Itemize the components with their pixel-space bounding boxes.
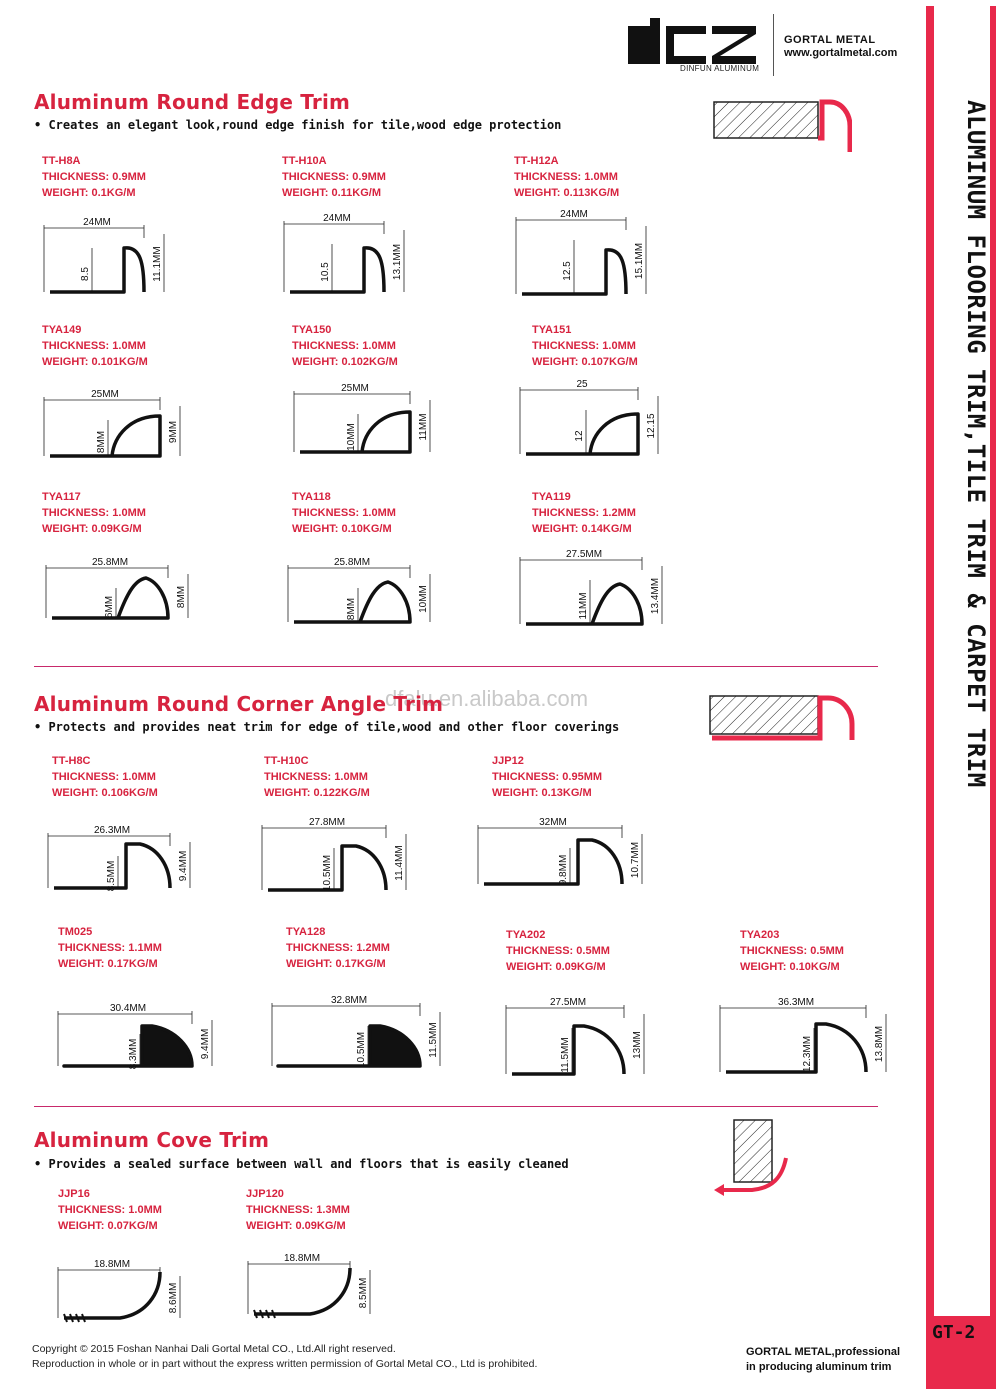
trim-profile — [50, 248, 144, 292]
product-weight: WEIGHT: 0.17KG/M — [286, 958, 386, 970]
outer-height-label: 13.8MM — [874, 1025, 885, 1063]
product-thickness: THICKNESS: 1.2MM — [532, 507, 636, 519]
trim-profile — [484, 840, 622, 884]
product-code: TYA202 — [506, 929, 546, 941]
width-label: 25MM — [91, 389, 119, 400]
width-label: 24MM — [560, 209, 588, 220]
profile-drawing — [286, 378, 444, 462]
width-label: 25MM — [341, 383, 369, 394]
product-weight: WEIGHT: 0.107KG/M — [532, 356, 638, 368]
product-thickness: THICKNESS: 1.1MM — [58, 942, 162, 954]
outer-height-label: 12.15 — [646, 413, 657, 439]
inner-height-label: 8.3MM — [128, 1038, 139, 1070]
profile-drawing — [512, 374, 672, 464]
product-code: TYA128 — [286, 926, 326, 938]
product-specs — [42, 322, 148, 370]
section-separator — [34, 1106, 878, 1107]
corner-angle-illustration — [708, 690, 856, 746]
product-thickness: THICKNESS: 1.0MM — [42, 507, 146, 519]
width-label: 26.3MM — [93, 825, 131, 836]
product-weight: WEIGHT: 0.10KG/M — [740, 961, 840, 973]
width-label: 32MM — [539, 817, 567, 828]
width-label: 27.8MM — [308, 817, 346, 828]
width-label: 32.8MM — [330, 995, 368, 1006]
profile-drawing — [470, 812, 656, 894]
product-weight: WEIGHT: 0.09KG/M — [506, 961, 606, 973]
product-code: TYA151 — [532, 324, 572, 336]
profile-drawing — [36, 384, 194, 466]
product-code: JJP16 — [58, 1188, 90, 1200]
width-label: 25 — [576, 379, 588, 390]
product-code: TYA149 — [42, 324, 82, 336]
inner-height-label: 12 — [574, 430, 585, 442]
logo-subtitle: DINFUN ALUMINUM — [680, 64, 760, 73]
product-weight: WEIGHT: 0.09KG/M — [246, 1220, 346, 1232]
product-thickness: THICKNESS: 0.95MM — [492, 771, 603, 783]
profile-drawing — [512, 544, 676, 634]
profile-drawing — [40, 820, 204, 898]
product-code: TT-H10C — [264, 755, 309, 767]
product-weight: WEIGHT: 0.17KG/M — [58, 958, 158, 970]
product-weight: WEIGHT: 0.10KG/M — [292, 523, 392, 535]
inner-height-label: 11.5MM — [560, 1037, 571, 1073]
product-code: JJP120 — [246, 1188, 284, 1200]
product-thickness: THICKNESS: 1.0MM — [292, 340, 396, 352]
outer-height-label: 8MM — [176, 585, 187, 609]
inner-height-label: 8MM — [346, 597, 357, 621]
width-label: 27.5MM — [565, 549, 603, 560]
product-code: TYA203 — [740, 929, 780, 941]
product-specs — [514, 153, 619, 201]
cove-trim-illustration — [712, 1118, 792, 1202]
inner-height-label: 10.5MM — [356, 1031, 367, 1069]
outer-height-label: 13.1MM — [392, 243, 403, 281]
copyright-text: Copyright © 2015 Foshan Nanhai Dali Gortal Metal CO., Ltd.All right reserved. — [32, 1343, 396, 1355]
width-label: 24MM — [83, 217, 111, 228]
serration — [272, 1310, 275, 1318]
inner-height-label: 8.5MM — [106, 860, 117, 892]
product-thickness: THICKNESS: 1.0MM — [52, 771, 156, 783]
product-specs — [492, 753, 602, 801]
product-weight: WEIGHT: 0.07KG/M — [58, 1220, 158, 1232]
outer-height-label: 15.1MM — [634, 242, 645, 280]
trim-profile — [254, 1268, 350, 1314]
profile-drawing — [240, 1248, 384, 1324]
trim-profile — [290, 248, 384, 292]
serration — [76, 1314, 79, 1322]
outer-height-label: 11MM — [418, 413, 429, 441]
outer-height-label: 9MM — [168, 420, 179, 444]
section-description: • Provides a sealed surface between wall and floors that is easily cleaned — [34, 1157, 569, 1171]
profile-drawing — [50, 998, 226, 1076]
trim-profile — [278, 1026, 420, 1069]
width-label: 27.5MM — [549, 997, 587, 1008]
product-specs — [246, 1186, 350, 1234]
product-thickness: THICKNESS: 1.0MM — [264, 771, 368, 783]
product-thickness: THICKNESS: 1.3MM — [246, 1204, 350, 1216]
width-label: 25.8MM — [333, 557, 371, 568]
width-label: 18.8MM — [283, 1253, 321, 1264]
product-code: TYA118 — [292, 491, 331, 503]
product-weight: WEIGHT: 0.106KG/M — [52, 787, 158, 799]
sidebar-title: ALUMINUM FLOORING TRIM,TILE TRIM & CARPET TRIM — [962, 100, 990, 788]
product-code: TT-H8A — [42, 155, 81, 167]
trim-profile — [64, 1272, 160, 1318]
serration — [260, 1310, 263, 1318]
inner-height-label: 10.5MM — [322, 854, 333, 892]
brand-name: GORTAL METAL — [784, 34, 876, 46]
page-code: GT-2 — [932, 1322, 976, 1343]
product-code: TT-H10A — [282, 155, 327, 167]
round-edge-illustration — [712, 96, 852, 156]
inner-height-label: 12.3MM — [802, 1035, 813, 1073]
product-weight: WEIGHT: 0.09KG/M — [42, 523, 142, 535]
footer-tagline-2: in producing aluminum trim — [746, 1361, 892, 1373]
product-specs — [58, 1186, 162, 1234]
profile-drawing — [508, 204, 660, 304]
product-specs — [282, 153, 386, 201]
product-weight: WEIGHT: 0.14KG/M — [532, 523, 632, 535]
profile-drawing — [36, 212, 178, 302]
outer-height-label: 11.5MM — [428, 1022, 439, 1058]
product-specs — [506, 927, 610, 975]
profile-drawing — [498, 992, 658, 1084]
product-weight: WEIGHT: 0.122KG/M — [264, 787, 370, 799]
footer-tagline-1: GORTAL METAL,professional — [746, 1346, 901, 1358]
section-description: • Creates an elegant look,round edge finish for tile,wood edge protection — [34, 118, 562, 132]
profile-drawing — [50, 1254, 194, 1328]
product-specs — [42, 489, 146, 537]
product-specs — [52, 753, 158, 801]
outer-height-label: 10.7MM — [630, 841, 641, 879]
section-title: Aluminum Round Edge Trim — [34, 90, 351, 114]
outer-height-label: 10MM — [418, 585, 429, 613]
serration — [82, 1314, 85, 1322]
profile-drawing — [280, 552, 444, 632]
product-thickness: THICKNESS: 1.0MM — [42, 340, 146, 352]
product-weight: WEIGHT: 0.11KG/M — [282, 187, 382, 199]
product-thickness: THICKNESS: 1.0MM — [532, 340, 636, 352]
width-label: 18.8MM — [93, 1259, 131, 1270]
product-specs — [286, 924, 390, 972]
outer-height-label: 8.5MM — [358, 1277, 369, 1309]
outer-height-label: 13.4MM — [650, 577, 661, 615]
reproduction-notice: Reproduction in whole or in part without the express written permission of Gortal Metal CO., Ltd is prohibited. — [32, 1358, 538, 1370]
product-thickness: THICKNESS: 1.2MM — [286, 942, 390, 954]
trim-profile — [726, 1024, 866, 1072]
product-specs — [292, 322, 398, 370]
section-title: Aluminum Cove Trim — [34, 1128, 270, 1152]
product-thickness: THICKNESS: 1.0MM — [514, 171, 618, 183]
product-code: TYA119 — [532, 491, 571, 503]
product-specs — [264, 753, 370, 801]
product-specs — [532, 322, 638, 370]
outer-height-label: 9.4MM — [200, 1028, 211, 1060]
product-code: TYA150 — [292, 324, 332, 336]
serration — [70, 1314, 73, 1322]
section-description: • Protects and provides neat trim for edge of tile,wood and other floor coverings — [34, 720, 620, 734]
product-thickness: THICKNESS: 0.5MM — [740, 945, 844, 957]
width-label: 25.8MM — [91, 557, 129, 568]
width-label: 30.4MM — [109, 1003, 147, 1014]
product-weight: WEIGHT: 0.13KG/M — [492, 787, 592, 799]
product-weight: WEIGHT: 0.1KG/M — [42, 187, 136, 199]
product-code: TT-H12A — [514, 155, 559, 167]
outer-height-label: 8.6MM — [168, 1282, 179, 1314]
inner-height-label: 6MM — [104, 595, 115, 619]
product-code: TT-H8C — [52, 755, 91, 767]
product-code: TYA117 — [42, 491, 81, 503]
product-specs — [42, 153, 146, 201]
product-thickness: THICKNESS: 1.0MM — [292, 507, 396, 519]
product-specs — [58, 924, 162, 972]
serration — [254, 1310, 257, 1318]
inner-height-label: 9.8MM — [558, 854, 569, 886]
inner-height-label: 11MM — [578, 592, 589, 620]
product-specs — [292, 489, 396, 537]
section-title: Aluminum Round Corner Angle Trim — [34, 692, 444, 716]
serration — [64, 1314, 67, 1322]
product-thickness: THICKNESS: 0.9MM — [42, 171, 146, 183]
serration — [266, 1310, 269, 1318]
product-specs — [532, 489, 636, 537]
product-weight: WEIGHT: 0.101KG/M — [42, 356, 148, 368]
outer-height-label: 13MM — [632, 1031, 643, 1059]
width-label: 24MM — [323, 213, 351, 224]
product-code: JJP12 — [492, 755, 524, 767]
header-divider — [773, 14, 774, 76]
product-code: TM025 — [58, 926, 93, 938]
inner-height-label: 12.5 — [562, 261, 573, 281]
inner-height-label: 10MM — [346, 423, 357, 451]
profile-drawing — [264, 990, 454, 1076]
outer-height-label: 11.1MM — [152, 246, 163, 282]
product-weight: WEIGHT: 0.113KG/M — [514, 187, 620, 199]
profile-drawing — [276, 208, 418, 302]
brand-url: www.gortalmetal.com — [784, 47, 898, 59]
product-weight: WEIGHT: 0.102KG/M — [292, 356, 398, 368]
section-separator — [34, 666, 878, 667]
product-thickness: THICKNESS: 0.9MM — [282, 171, 386, 183]
inner-height-label: 8MM — [96, 430, 107, 454]
profile-drawing — [712, 992, 900, 1082]
product-thickness: THICKNESS: 0.5MM — [506, 945, 610, 957]
width-label: 36.3MM — [777, 997, 815, 1008]
outer-height-label: 9.4MM — [178, 850, 189, 882]
watermark: dfalu.en.alibaba.com — [385, 686, 589, 711]
inner-height-label: 8.5 — [80, 267, 91, 281]
product-thickness: THICKNESS: 1.0MM — [58, 1204, 162, 1216]
profile-drawing — [254, 812, 420, 900]
product-specs — [740, 927, 844, 975]
profile-drawing — [38, 552, 202, 628]
inner-height-label: 10.5 — [320, 262, 331, 282]
outer-height-label: 11.4MM — [394, 845, 405, 881]
